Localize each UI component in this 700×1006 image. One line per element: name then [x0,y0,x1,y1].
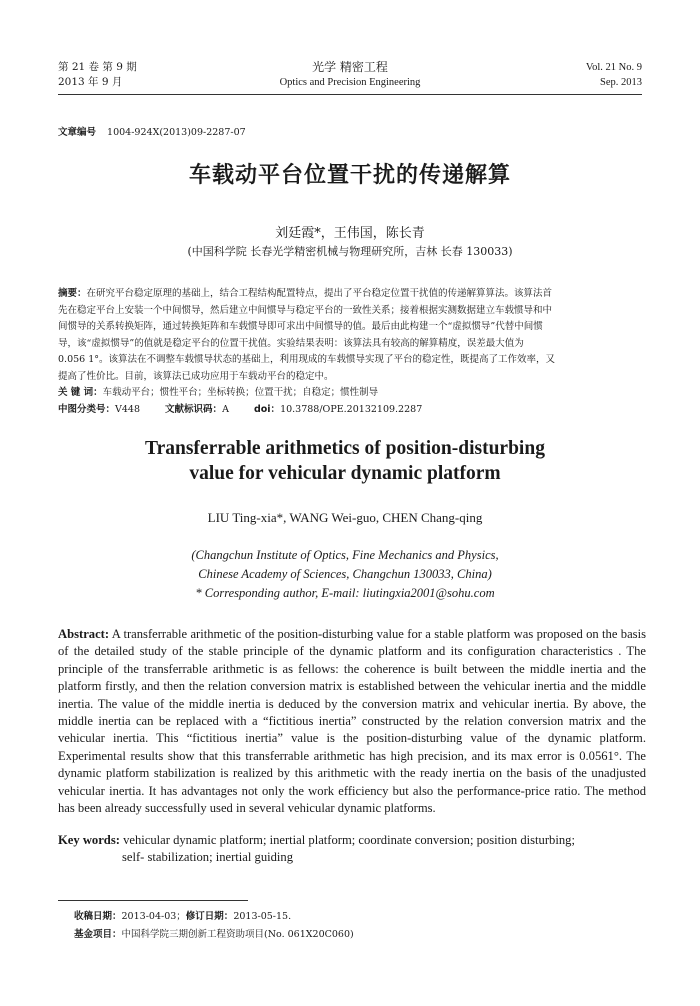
funding-text: 中国科学院三期创新工程资助项目(No. 061X20C060) [121,929,354,940]
cn-keywords-value: 车载动平台；惯性平台；坐标转换；位置干扰；自稳定；惯性制导 [102,387,379,398]
document-code: A [222,403,229,415]
revised-date: 2013-05-15. [233,911,292,922]
cn-abstract-line: 间惯导的关系转换矩阵，通过转换矩阵和车载惯导即可求出中间惯导的值。最后由此构建一个“虚拟惯导”代替中间惯 [58,321,543,332]
en-abstract-label: Abstract: [58,627,110,641]
clc-number: V448 [115,403,141,415]
cn-abstract-line: 先在稳定平台上安装一个中间惯导，然后建立中间惯导与稳定平台的一致性关系；接着根据实测数据建立车载惯导和中 [58,304,553,316]
cn-abstract [58,286,648,418]
header-rule [58,94,642,95]
article-id [58,124,246,138]
en-title [0,436,690,486]
footnotes [74,908,634,944]
journal-name [200,60,500,90]
cn-authors: 刘廷霞*，王伟国，陈长青 [275,226,425,241]
cn-classification: 中图分类号：V448 文献标识码：A doi：10.3788/OPE.20132109.2287 [58,403,423,415]
en-keywords-line: self- stabilization; inertial guiding [122,850,294,865]
journal-name-cn: 光学 精密工程 [312,60,388,74]
cn-abstract-line: 导，该“虚拟惯导”的值就是稳定平台的位置干扰值。实验结果表明：该算法具有较高的解算精度，误差最大值为 [58,337,524,349]
en-affiliation [0,546,690,603]
received-date: 2013-04-03； [121,911,186,922]
journal-name-en: Optics and Precision Engineering [279,77,421,88]
cn-title: 车载动平台位置干扰的传递解算 [188,163,511,188]
en-keywords-line: vehicular dynamic platform; inertial platform; coordinate conversion; position disturbing; [123,833,575,847]
journal-volume-issue-cn [58,60,137,90]
en-title-line: Transferrable arithmetics of position-disturbing [145,438,545,459]
corresponding-author: * Corresponding author, E-mail: liutingxia2001@sohu.com [195,586,495,600]
en-abstract [58,626,646,817]
en-affiliation-line: (Changchun Institute of Optics, Fine Mechanics and Physics, [191,548,499,562]
article-id-value: 1004-924X(2013)09-2287-07 [107,127,246,138]
en-title-line: value for vehicular dynamic platform [189,463,501,484]
received-dates: 收稿日期：2013-04-03；修订日期：2013-05-15. [74,911,292,922]
doi: 10.3788/OPE.20132109.2287 [280,403,423,415]
volume-issue-cn: 第 21 卷 第 9 期 [58,61,137,73]
cn-keywords-label: 关 键 词： [58,387,103,398]
volume-issue-en: Vol. 21 No. 9 [585,62,642,73]
date-en: Sep. 2013 [600,77,642,88]
cn-affiliation: (中国科学院 长春光学精密机械与物理研究所，吉林 长春 130033) [187,245,513,258]
footnote-rule [58,900,248,901]
en-abstract-text: A transferrable arithmetic of the position-disturbing value for a stable platform was proposed on the basis of the detailed study of the stable principle of the dynamic platform and its configuration characteristics . The principle of the transferrable arithmetic is as fellows: the coherence is built between the middle inertia and the platform firstly, and then the relation conversion matrix is established between the vehicular inertia and the middle inertia. The value of the middle inertia is deduced by the conversion matrix and vehicular inertia. By above, the middle inertia can be replaced with a “fictitious inertia” constructed by the relation conversion matrix and the vehicular inertia. This “fictitious inertia” value is the position-disturbing value of the dynamic platform. Experimental results show that this transferrable arithmetic has high precision, and its max error is 0.0561°. The dynamic platform stabilization is realized by this arithmetic with the ready inertia on the basis of the unadjusted vehicular inertia. It has advantages not only the work efficiency but also the performance-price ratio. The method has been already successfully used in several vehicular dynamic platforms. [58,627,646,816]
en-affiliation-line: Chinese Academy of Sciences, Changchun 130033, China) [198,567,492,581]
journal-volume-issue-en [586,60,642,90]
cn-abstract-label: 摘要： [58,288,87,299]
cn-abstract-line: 0.056 1°。该算法在不调整车载惯导状态的基础上，利用现成的车载惯导实现了平台的稳定性，既提高了工作效率，又 [58,354,556,365]
date-cn: 2013 年 9 月 [58,76,123,88]
en-keywords-label: Key words: [58,833,120,847]
cn-keywords [58,385,648,402]
article-id-label: 文章编号 [58,127,97,138]
cn-abstract-line: 摘要：在研究平台稳定原理的基础上，结合工程结构配置特点，提出了平台稳定位置干扰值的传递解算算法。该算法首 [58,288,553,299]
en-keywords [58,832,646,867]
funding: 基金项目：中国科学院三期创新工程资助项目(No. 061X20C060) [74,929,354,940]
en-authors: LIU Ting-xia*, WANG Wei-guo, CHEN Chang-qing [207,510,483,525]
cn-abstract-line: 提高了性价比。目前，该算法已成功应用于车载动平台的稳定中。 [58,370,334,382]
